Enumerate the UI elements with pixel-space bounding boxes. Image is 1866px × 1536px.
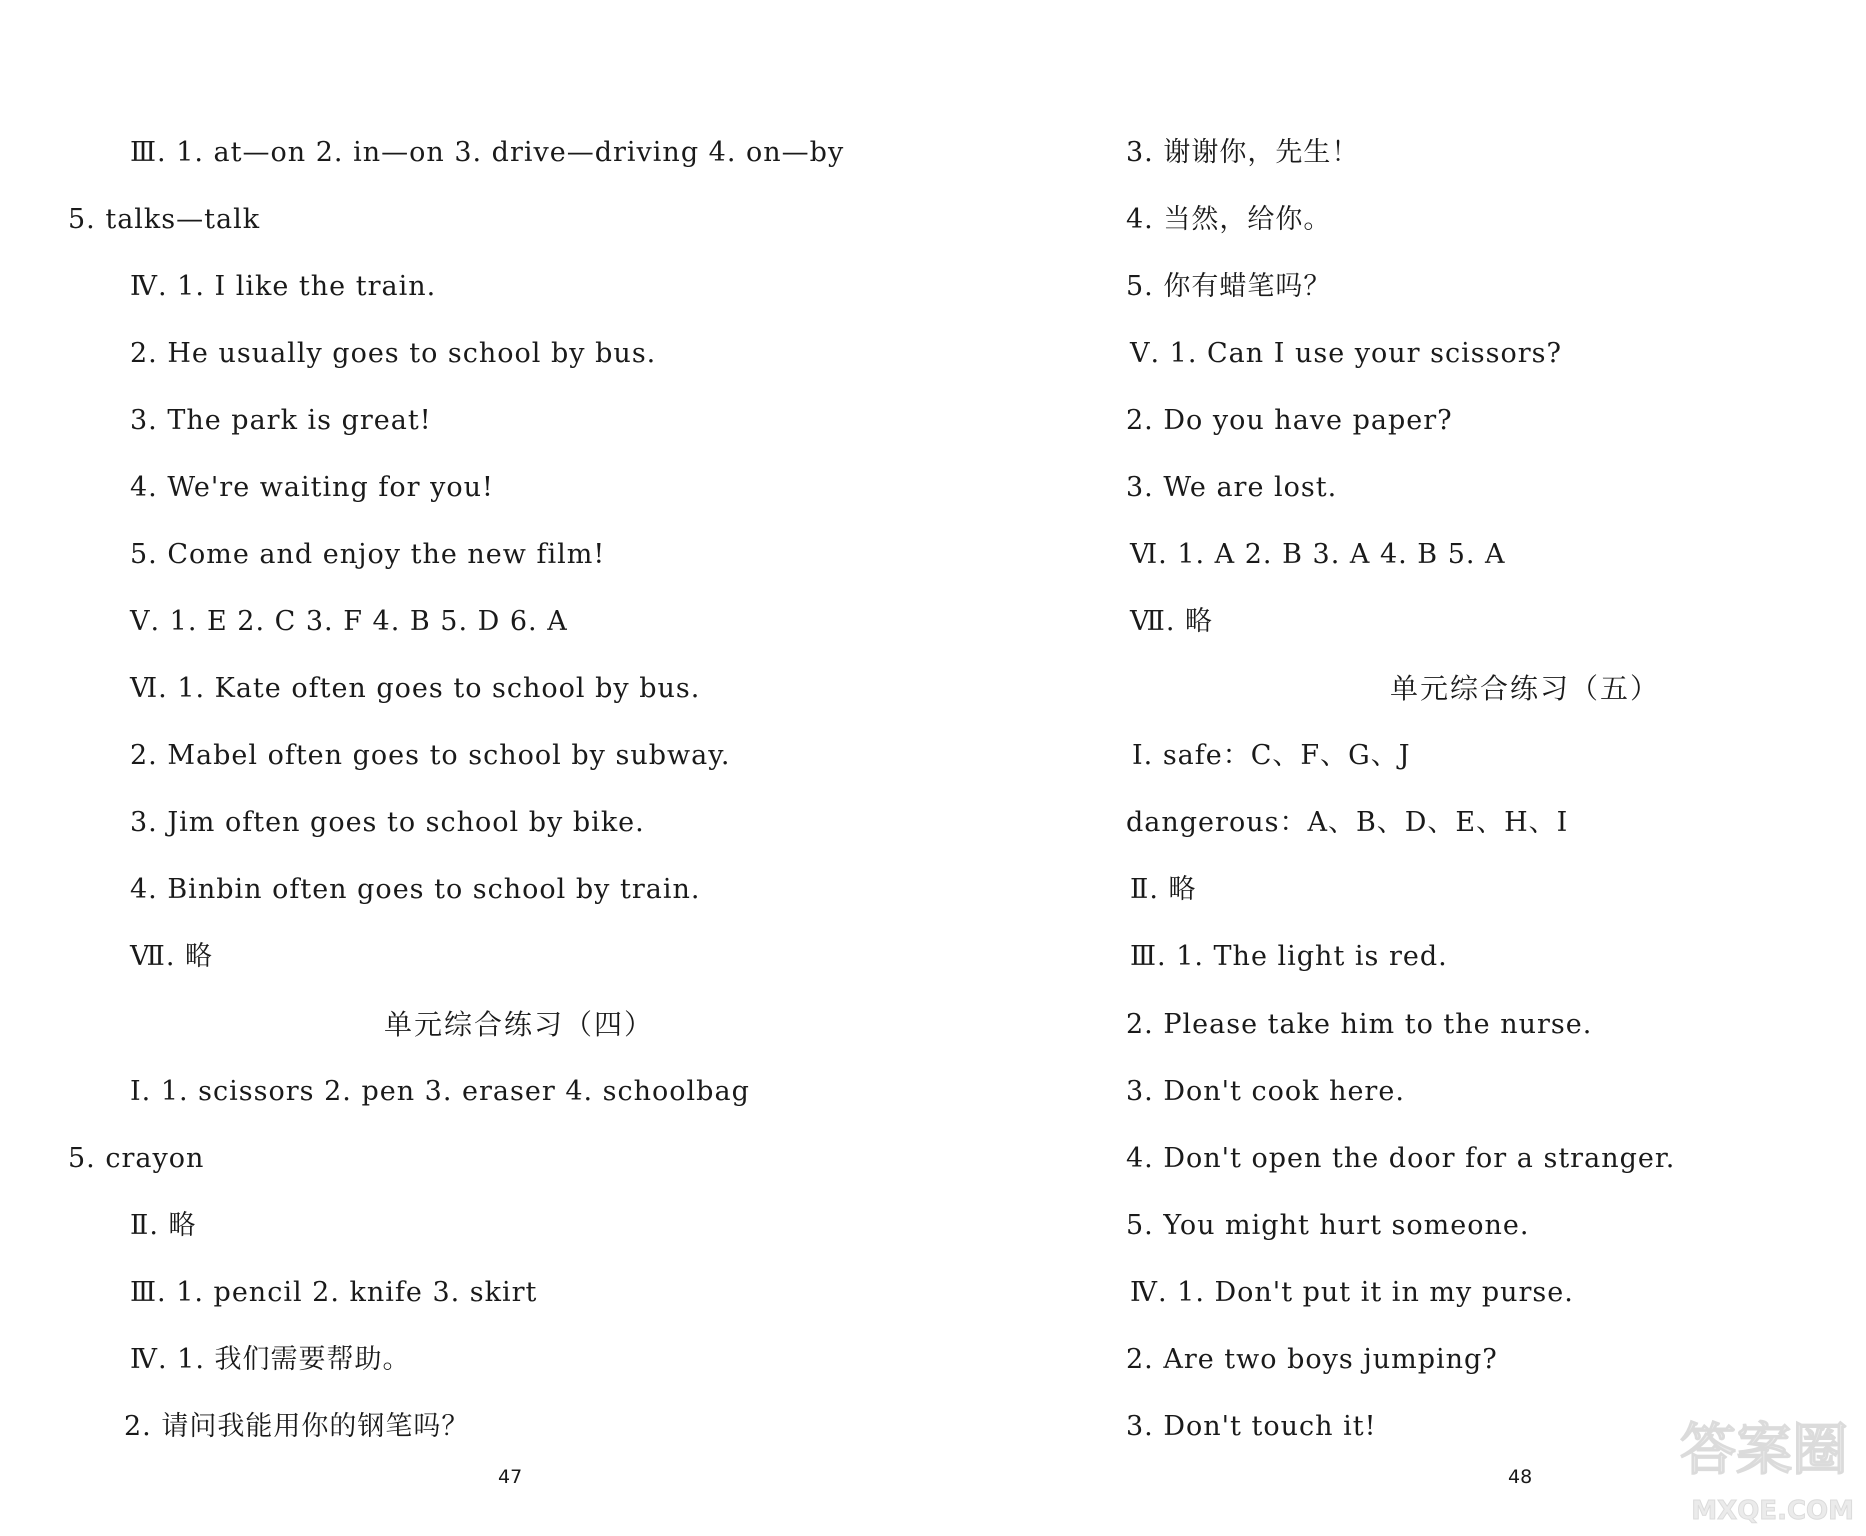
text-line: Ⅶ. 略 [130, 941, 214, 972]
text-line: Ⅱ. 略 [1130, 874, 1197, 905]
text-line: Ⅱ. 略 [130, 1210, 197, 1241]
watermark-mark: 答案圈 [1680, 1418, 1848, 1483]
text-line: 5. crayon [68, 1143, 205, 1174]
text-line: Ⅲ. 1. The light is red. [1130, 941, 1448, 972]
text-line: 3. 谢谢你，先生！ [1126, 137, 1360, 168]
text-line: Ⅰ. 1. scissors 2. pen 3. eraser 4. schoolbag [130, 1076, 750, 1107]
text-line: 3. The park is great! [130, 405, 432, 436]
text-line: Ⅳ. 1. Don't put it in my purse. [1130, 1277, 1574, 1308]
text-line: Ⅴ. 1. E 2. C 3. F 4. B 5. D 6. A [130, 606, 568, 637]
section-heading: 单元综合练习（五） [1390, 672, 1661, 705]
watermark-logo [1674, 1406, 1854, 1526]
text-line: Ⅳ. 1. I like the train. [130, 271, 437, 302]
text-line: Ⅶ. 略 [1130, 606, 1214, 637]
text-line: 2. Mabel often goes to school by subway. [130, 740, 731, 771]
text-line: Ⅲ. 1. at—on 2. in—on 3. drive—driving 4. on—by [130, 137, 845, 168]
text-line: 2. Do you have paper? [1126, 405, 1453, 436]
section-heading: 单元综合练习（四） [384, 1008, 655, 1041]
text-line: Ⅴ. 1. Can I use your scissors? [1130, 338, 1562, 369]
text-line: 3. Don't cook here. [1126, 1076, 1405, 1107]
text-line: Ⅵ. 1. A 2. B 3. A 4. B 5. A [1130, 539, 1506, 570]
text-line: dangerous：A、B、D、E、H、I [1126, 807, 1569, 838]
text-line: 2. 请问我能用你的钢笔吗？ [124, 1411, 470, 1442]
text-line: 3. Jim often goes to school by bike. [130, 807, 645, 838]
text-line: 2. Please take him to the nurse. [1126, 1009, 1593, 1040]
text-line: 5. 你有蜡笔吗？ [1126, 271, 1332, 302]
text-line: 5. You might hurt someone. [1126, 1210, 1530, 1241]
text-line: 4. Don't open the door for a stranger. [1126, 1143, 1676, 1174]
text-line: 3. We are lost. [1126, 472, 1338, 503]
watermark-url: MXQE.COM [1691, 1496, 1854, 1526]
text-line: 2. He usually goes to school by bus. [130, 338, 657, 369]
text-line: Ⅲ. 1. pencil 2. knife 3. skirt [130, 1277, 538, 1308]
right-page [1110, 0, 1866, 1536]
text-line: 4. We're waiting for you! [130, 472, 494, 503]
text-line: Ⅰ. safe：C、F、G、J [1132, 740, 1411, 771]
text-line: 2. Are two boys jumping? [1126, 1344, 1498, 1375]
text-line: Ⅵ. 1. Kate often goes to school by bus. [130, 673, 701, 704]
text-line: 4. 当然，给你。 [1126, 204, 1332, 235]
text-line: 5. Come and enjoy the new film! [130, 539, 606, 570]
page-number: 48 [1508, 1466, 1533, 1488]
text-line: 5. talks—talk [68, 204, 261, 235]
text-line: 4. Binbin often goes to school by train. [130, 874, 701, 905]
page-number: 47 [498, 1466, 523, 1488]
text-line: Ⅳ. 1. 我们需要帮助。 [130, 1344, 411, 1375]
text-line: 3. Don't touch it! [1126, 1411, 1377, 1442]
